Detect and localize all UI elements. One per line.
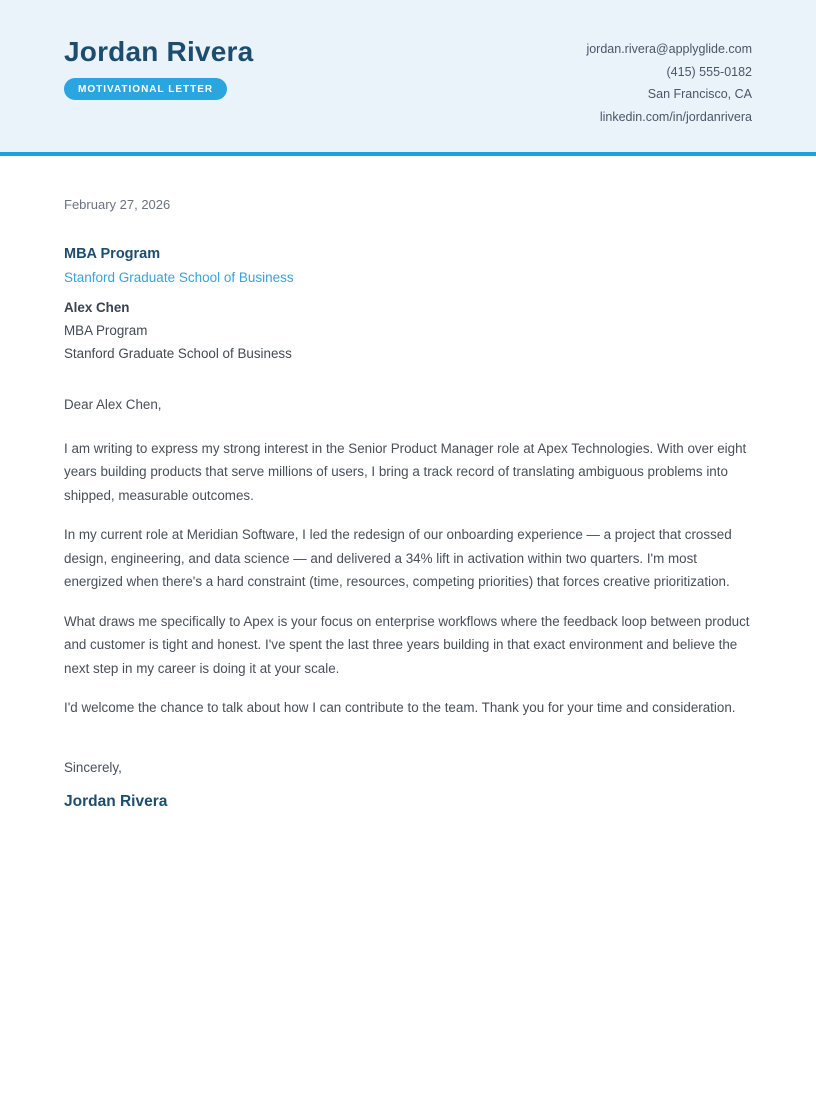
recipient-contact-name: Alex Chen (64, 300, 130, 315)
contact-phone: (415) 555-0182 (666, 64, 752, 79)
header-identity (64, 36, 253, 100)
letter-paragraph: In my current role at Meridian Software, I led the redesign of our onboarding experience — a project that crossed design, engineering, and data science — and delivered a 34% lift in activation within two quarters. I'm most energized when there's a hard constraint (time, resources, competing priorities) that forces creative prioritization. (64, 527, 732, 589)
recipient-contact-school: Stanford Graduate School of Business (64, 346, 292, 361)
closing-word: Sincerely, (64, 759, 122, 775)
contact-email: jordan.rivera@applyglide.com (586, 42, 752, 56)
contact-linkedin: linkedin.com/in/jordanrivera (599, 109, 752, 124)
recipient-contact-program: MBA Program (64, 323, 148, 338)
contact-info (586, 36, 752, 128)
page-title: Jordan Rivera (64, 36, 254, 67)
recipient-program-title: MBA Program (64, 246, 161, 262)
letter-paragraph: I'd welcome the chance to talk about how I can contribute to the team. Thank you for your time and consideration. (64, 700, 736, 715)
letter-date: February 27, 2026 (64, 197, 171, 212)
salutation: Dear Alex Chen, (64, 397, 162, 412)
signature-name: Jordan Rivera (64, 793, 168, 810)
contact-location: San Francisco, CA (647, 87, 752, 102)
letter-header (0, 0, 816, 156)
recipient-school-link[interactable]: Stanford Graduate School of Business (64, 270, 294, 285)
letter-paragraph: What draws me specifically to Apex is your focus on enterprise workflows where the feedback loop between product and customer is tight and honest. I've spent the last three years building in that exact environment and believe the next step in my career is doing it at your scale. (64, 613, 750, 676)
recipient-contact-block (64, 296, 752, 365)
letter-body (0, 196, 816, 813)
document-type-badge: MOTIVATIONAL LETTER (64, 78, 227, 100)
letter-paragraph: I am writing to express my strong interest in the Senior Product Manager role at Apex Technologies. With over eight years building products that serve millions of users, I bring a track record of translating ambiguous problems into shipped, measurable outcomes. (64, 440, 747, 503)
recipient-organization (64, 244, 752, 288)
